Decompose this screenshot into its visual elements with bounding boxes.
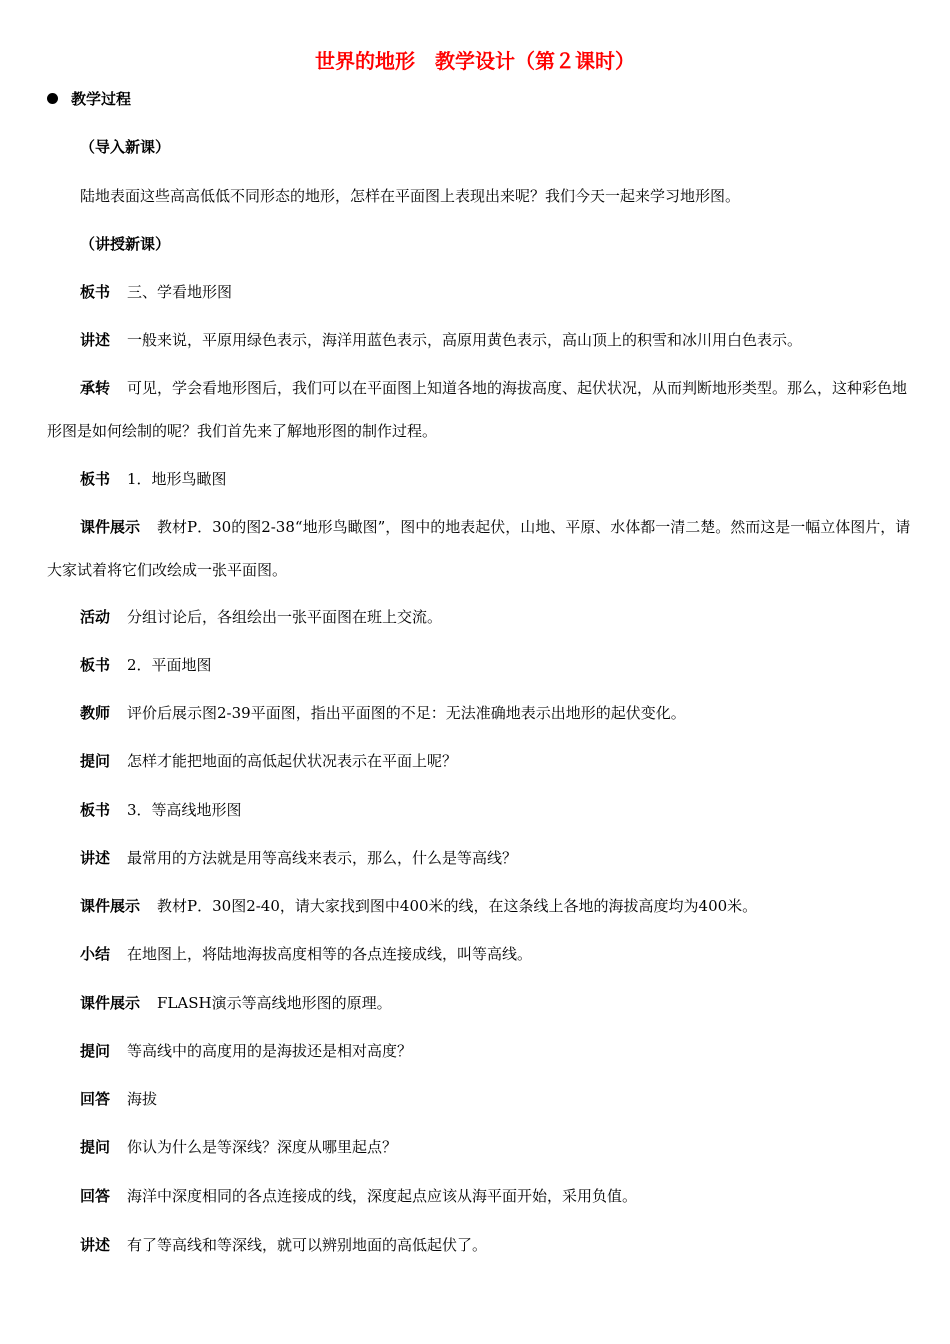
paragraph-text: 一般来说，平原用绿色表示，海洋用蓝色表示，高原用黄色表示，高山顶上的积雪和冰川用白色表示。 bbox=[127, 331, 803, 349]
paragraph-text: 评价后展示图2-39平面图，指出平面图的不足：无法准确地表示出地形的起伏变化。 bbox=[127, 704, 686, 722]
paragraph-courseware-400m bbox=[47, 885, 917, 928]
paragraph-label: 承转 bbox=[80, 379, 111, 397]
paragraph-text: 等高线中的高度用的是海拔还是相对高度？ bbox=[127, 1042, 413, 1060]
section-heading-text: 教学过程 bbox=[71, 90, 132, 108]
paragraph-label: 小结 bbox=[80, 945, 111, 963]
paragraph-text: 海拔 bbox=[127, 1090, 158, 1108]
paragraph-text: 怎样才能把地面的高低起伏状况表示在平面上呢？ bbox=[127, 752, 458, 770]
paragraph-text: 3．等高线地形图 bbox=[127, 801, 242, 819]
paragraph-text: 三、学看地形图 bbox=[127, 283, 233, 301]
paragraph-label: 讲述 bbox=[80, 331, 111, 349]
paragraph-label: 提问 bbox=[80, 1138, 111, 1156]
paragraph-label: 板书 bbox=[80, 801, 111, 819]
bullet-icon bbox=[47, 93, 58, 104]
paragraph-courseware-aerial bbox=[47, 506, 917, 592]
paragraph-intro-heading bbox=[47, 126, 917, 169]
paragraph-text: 在地图上，将陆地海拔高度相等的各点连接成线，叫等高线。 bbox=[127, 945, 533, 963]
paragraph-teacher bbox=[47, 692, 917, 735]
paragraph-narration-final bbox=[47, 1224, 917, 1267]
paragraph-transition bbox=[47, 367, 917, 453]
paragraph-courseware-flash bbox=[47, 982, 917, 1025]
paragraph-question-1 bbox=[47, 740, 917, 783]
paragraph-label: 教师 bbox=[80, 704, 111, 722]
paragraph-label: 讲述 bbox=[80, 1236, 111, 1254]
paragraph-label: 回答 bbox=[80, 1090, 111, 1108]
paragraph-label: 回答 bbox=[80, 1187, 111, 1205]
paragraph-label: （讲授新课） bbox=[80, 235, 171, 253]
page-title: 世界的地形 教学设计（第２课时） bbox=[315, 49, 635, 73]
paragraph-narration-contour bbox=[47, 837, 917, 880]
paragraph-label: 课件展示 bbox=[80, 897, 141, 915]
paragraph-label: 板书 bbox=[80, 283, 111, 301]
paragraph-text: 教材P．30的图2-38“地形鸟瞰图”，图中的地表起伏，山地、平原、水体都一清二楚。然而这是一幅立体图片，请大家试着将它们改绘成一张平面图。 bbox=[47, 518, 911, 579]
paragraph-question-2 bbox=[47, 1030, 917, 1073]
paragraph-narration-colors bbox=[47, 319, 917, 362]
paragraph-text: 海洋中深度相同的各点连接成的线，深度起点应该从海平面开始，采用负值。 bbox=[127, 1187, 638, 1205]
paragraph-text: FLASH演示等高线地形图的原理。 bbox=[157, 994, 392, 1012]
paragraph-label: 提问 bbox=[80, 752, 111, 770]
paragraph-question-3 bbox=[47, 1126, 917, 1169]
paragraph-text: 陆地表面这些高高低低不同形态的地形，怎样在平面图上表现出来呢？我们今天一起来学习地形图。 bbox=[80, 187, 741, 205]
paragraph-label: 活动 bbox=[80, 608, 111, 626]
paragraph-blackboard-2 bbox=[47, 644, 917, 687]
paragraph-intro-text bbox=[47, 175, 917, 218]
paragraph-text: 可见，学会看地形图后，我们可以在平面图上知道各地的海拔高度、起伏状况，从而判断地形类型。那么，这种彩色地形图是如何绘制的呢？我们首先来了解地形图的制作过程。 bbox=[47, 379, 908, 440]
paragraph-label: 讲述 bbox=[80, 849, 111, 867]
paragraph-blackboard-1 bbox=[47, 458, 917, 501]
paragraph-text: 最常用的方法就是用等高线来表示，那么，什么是等高线？ bbox=[127, 849, 518, 867]
paragraph-blackboard-3 bbox=[47, 271, 917, 314]
paragraph-text: 1．地形鸟瞰图 bbox=[127, 470, 227, 488]
paragraph-text: 你认为什么是等深线？深度从哪里起点？ bbox=[127, 1138, 398, 1156]
paragraph-answer-1 bbox=[47, 1078, 917, 1121]
paragraph-label: 课件展示 bbox=[80, 518, 141, 536]
paragraph-label: 板书 bbox=[80, 470, 111, 488]
paragraph-label: 提问 bbox=[80, 1042, 111, 1060]
paragraph-text: 2．平面地图 bbox=[127, 656, 212, 674]
paragraph-summary bbox=[47, 933, 917, 976]
paragraph-label: 板书 bbox=[80, 656, 111, 674]
section-heading bbox=[47, 88, 131, 110]
paragraph-text: 教材P．30图2-40，请大家找到图中400米的线，在这条线上各地的海拔高度均为400米。 bbox=[157, 897, 758, 915]
paragraph-blackboard-contour bbox=[47, 789, 917, 832]
paragraph-answer-2 bbox=[47, 1175, 917, 1218]
paragraph-label: （导入新课） bbox=[80, 138, 171, 156]
paragraph-text: 分组讨论后，各组绘出一张平面图在班上交流。 bbox=[127, 608, 443, 626]
paragraph-label: 课件展示 bbox=[80, 994, 141, 1012]
paragraph-text: 有了等高线和等深线，就可以辨别地面的高低起伏了。 bbox=[127, 1236, 488, 1254]
paragraph-activity bbox=[47, 596, 917, 639]
paragraph-lecture-heading bbox=[47, 223, 917, 266]
